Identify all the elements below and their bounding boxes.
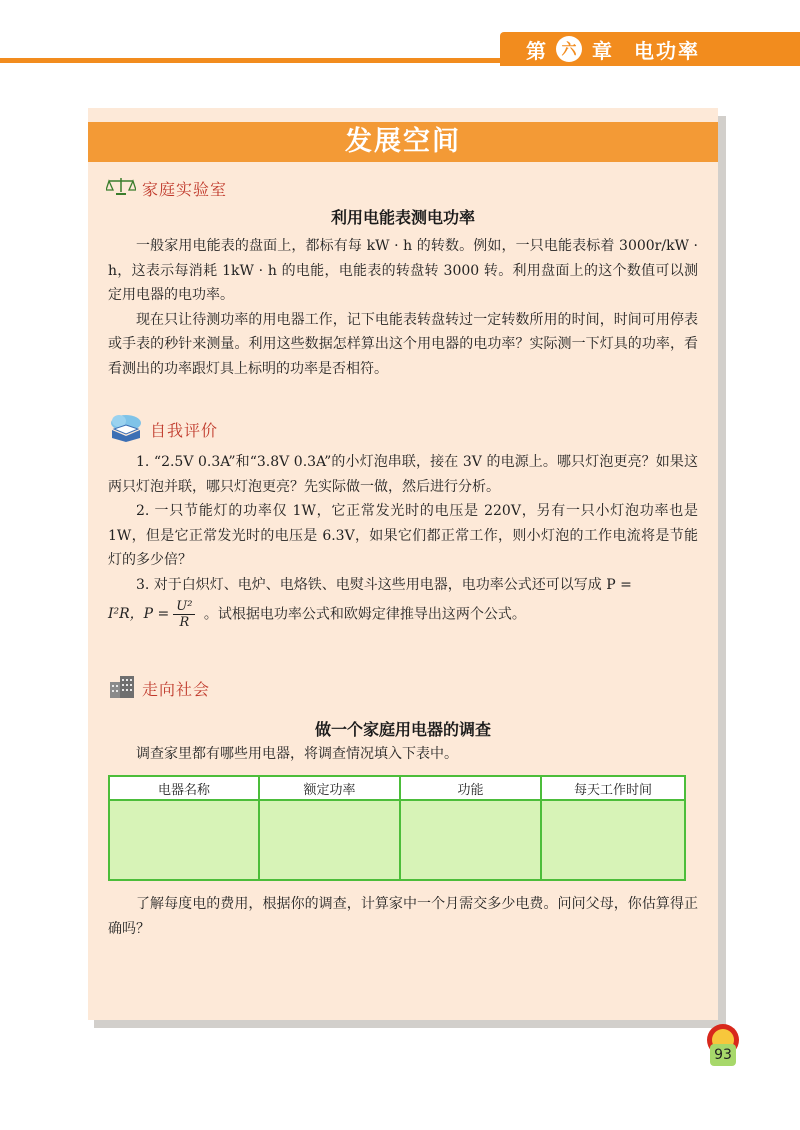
chapter-prefix: 第 [526, 38, 546, 63]
formula-numerator: U² [173, 599, 195, 615]
table-cell [400, 800, 541, 880]
banner-title: 发展空间 [88, 122, 718, 162]
society-outro [108, 892, 698, 941]
chapter-number: 六 [556, 36, 582, 62]
table-cell [259, 800, 400, 880]
table-header-cell: 每天工作时间 [541, 776, 685, 800]
society-outro-text: 了解每度电的费用，根据你的调查，计算家中一个月需交多少电费。问问父母，你估算得正确吗？ [108, 896, 698, 937]
formula-lead: I²R，P = [108, 606, 170, 623]
building-icon [108, 674, 136, 702]
society-heading: 走向社会 [142, 679, 211, 699]
table-cell [541, 800, 685, 880]
scale-icon [106, 176, 136, 200]
table-header-row [109, 776, 685, 800]
page-number-badge [704, 1024, 742, 1070]
table-header-cell: 电器名称 [109, 776, 259, 800]
table-cell [109, 800, 259, 880]
content-card [88, 108, 718, 1020]
self-eval-heading: 自我评价 [150, 420, 219, 440]
power-formula [108, 599, 199, 630]
chapter-title: 电功率 [634, 38, 700, 63]
home-lab-header [106, 176, 227, 200]
society-title: 做一个家庭用电器的调查 [314, 720, 491, 739]
self-eval-text [108, 450, 698, 630]
self-eval-item: 3. 对于白炽灯、电炉、电烙铁、电熨斗这些用电器，电功率公式还可以写成 P = [136, 576, 632, 593]
table-header-cell: 额定功率 [259, 776, 400, 800]
home-lab-title: 利用电能表测电功率 [330, 208, 475, 227]
chapter-suffix: 章 [592, 38, 612, 63]
table-header-cell: 功能 [400, 776, 541, 800]
home-lab-heading: 家庭实验室 [142, 179, 228, 199]
survey-table [108, 775, 686, 881]
page-number: 93 [710, 1044, 736, 1066]
home-lab-paragraph: 一般家用电能表的盘面上，都标有每 kW · h 的转数。例如，一只电能表标着 3000r/kW · h，这表示每消耗 1kW · h 的电能，电能表的转盘转 3000 转。利用盘面上的这个数值可以测定用电器的电功率。 [108, 238, 698, 303]
self-eval-header [108, 412, 218, 446]
formula-line [108, 599, 698, 630]
book-cloud-icon [108, 412, 144, 446]
society-intro-text: 调查家里都有哪些用电器，将调查情况填入下表中。 [136, 746, 458, 762]
society-intro [108, 742, 698, 767]
formula-denominator: R [179, 615, 190, 630]
home-lab-text [108, 234, 698, 381]
self-eval-item: 2. 一只节能灯的功率仅 1W，它正常发光时的电压是 220V，另有一只小灯泡功率也是 1W，但是它正常发光时的电压是 6.3V，如果它们都正常工作，则小灯泡的工作电流将是节能灯的多少倍？ [108, 503, 698, 568]
society-header [108, 674, 210, 702]
home-lab-paragraph: 现在只让待测功率的用电器工作，记下电能表转盘转过一定转数所用的时间，时间可用停表或手表的秒针来测量。利用这些数据怎样算出这个用电器的电功率？实际测一下灯具的功率，看看测出的功率跟灯具上标明的功率是否相符。 [108, 311, 698, 377]
self-eval-item: 1. “2.5V 0.3A”和“3.8V 0.3A”的小灯泡串联，接在 3V 的电源上。哪只灯泡更亮？如果这两只灯泡并联，哪只灯泡更亮？先实际做一做，然后进行分析。 [108, 454, 698, 495]
table-row [109, 800, 685, 880]
formula-tail: 。试根据电功率公式和欧姆定律推导出这两个公式。 [203, 606, 526, 623]
chapter-header [500, 32, 800, 66]
formula-fraction [173, 599, 195, 630]
